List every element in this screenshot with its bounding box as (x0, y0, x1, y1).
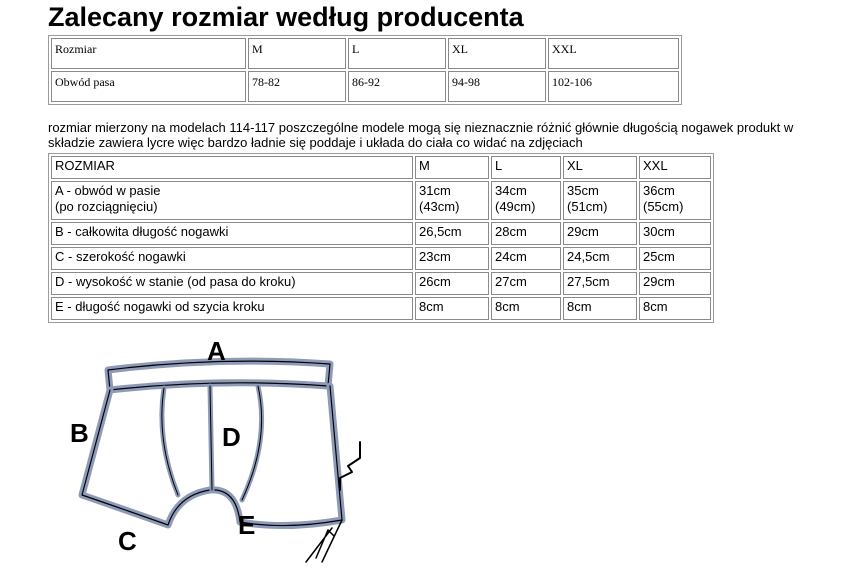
table-cell: XL (448, 38, 546, 69)
cell-line: (51cm) (567, 199, 608, 214)
table-cell: 26,5cm (415, 222, 489, 245)
column-header: XL (563, 156, 637, 179)
table-row (51, 272, 711, 295)
table-cell: 8cm (639, 297, 711, 320)
table-cell: L (348, 38, 446, 69)
row-label: C - szerokość nogawki (51, 247, 413, 270)
row-label: D - wysokość w stanie (od pasa do kroku) (51, 272, 413, 295)
table-header-row (51, 156, 711, 179)
label-d: D (222, 422, 241, 452)
measure-marker-d (340, 442, 360, 490)
measurement-note: rozmiar mierzony na modelach 114-117 poszczególne modele mogą się nieznacznie różnić głównie długością nogawek produkt w składzie zawiera lycre więc bardzo ładnie się poddaje i układa do ciała co widać na zdjęciach (48, 120, 794, 150)
table-cell (415, 181, 489, 220)
row-label-line: A - obwód w pasie (55, 183, 161, 198)
table-cell: 26cm (415, 272, 489, 295)
size-table-waist (48, 35, 682, 105)
table-row (51, 71, 679, 102)
front-seam-left (162, 388, 178, 495)
table-cell: 27,5cm (563, 272, 637, 295)
label-a: A (207, 336, 226, 366)
table-row (51, 297, 711, 320)
table-cell: 28cm (491, 222, 561, 245)
table-cell (563, 181, 637, 220)
cell-line: (49cm) (495, 199, 536, 214)
table-cell: 8cm (491, 297, 561, 320)
label-c: C (118, 526, 137, 556)
row-label-line: (po rozciągnięciu) (55, 199, 158, 214)
cell-line: 36cm (643, 183, 675, 198)
table-cell: 23cm (415, 247, 489, 270)
label-b: B (70, 418, 89, 448)
table-cell: Obwód pasa (51, 71, 246, 102)
table-cell: 24,5cm (563, 247, 637, 270)
table-row (51, 222, 711, 245)
table-cell: M (248, 38, 346, 69)
column-header: L (491, 156, 561, 179)
table-cell: 8cm (415, 297, 489, 320)
cell-line: (55cm) (643, 199, 684, 214)
table-cell (491, 181, 561, 220)
table-cell: 24cm (491, 247, 561, 270)
table-cell: 78-82 (248, 71, 346, 102)
table-cell: 25cm (639, 247, 711, 270)
table-cell: 30cm (639, 222, 711, 245)
table-cell: XXL (548, 38, 679, 69)
table-cell: 27cm (491, 272, 561, 295)
row-label: E - długość nogawki od szycia kroku (51, 297, 413, 320)
boxer-briefs-diagram (60, 330, 380, 570)
table-row (51, 247, 711, 270)
row-label (51, 181, 413, 220)
table-cell: 29cm (563, 222, 637, 245)
table-cell: 29cm (639, 272, 711, 295)
table-cell: Rozmiar (51, 38, 246, 69)
table-cell (639, 181, 711, 220)
column-header: M (415, 156, 489, 179)
cell-line: (43cm) (419, 199, 460, 214)
table-cell: 102-106 (548, 71, 679, 102)
front-seam-right (242, 386, 262, 500)
table-row (51, 181, 711, 220)
cell-line: 35cm (567, 183, 599, 198)
table-cell: 94-98 (448, 71, 546, 102)
column-header: ROZMIAR (51, 156, 413, 179)
table-cell: 8cm (563, 297, 637, 320)
cell-line: 34cm (495, 183, 527, 198)
column-header: XXL (639, 156, 711, 179)
row-label: B - całkowita długość nogawki (51, 222, 413, 245)
label-e: E (238, 510, 256, 540)
table-cell: 86-92 (348, 71, 446, 102)
page-title: Zalecany rozmiar według producenta (48, 2, 524, 32)
table-row (51, 38, 679, 69)
size-table-dimensions (48, 153, 714, 323)
cell-line: 31cm (419, 183, 451, 198)
